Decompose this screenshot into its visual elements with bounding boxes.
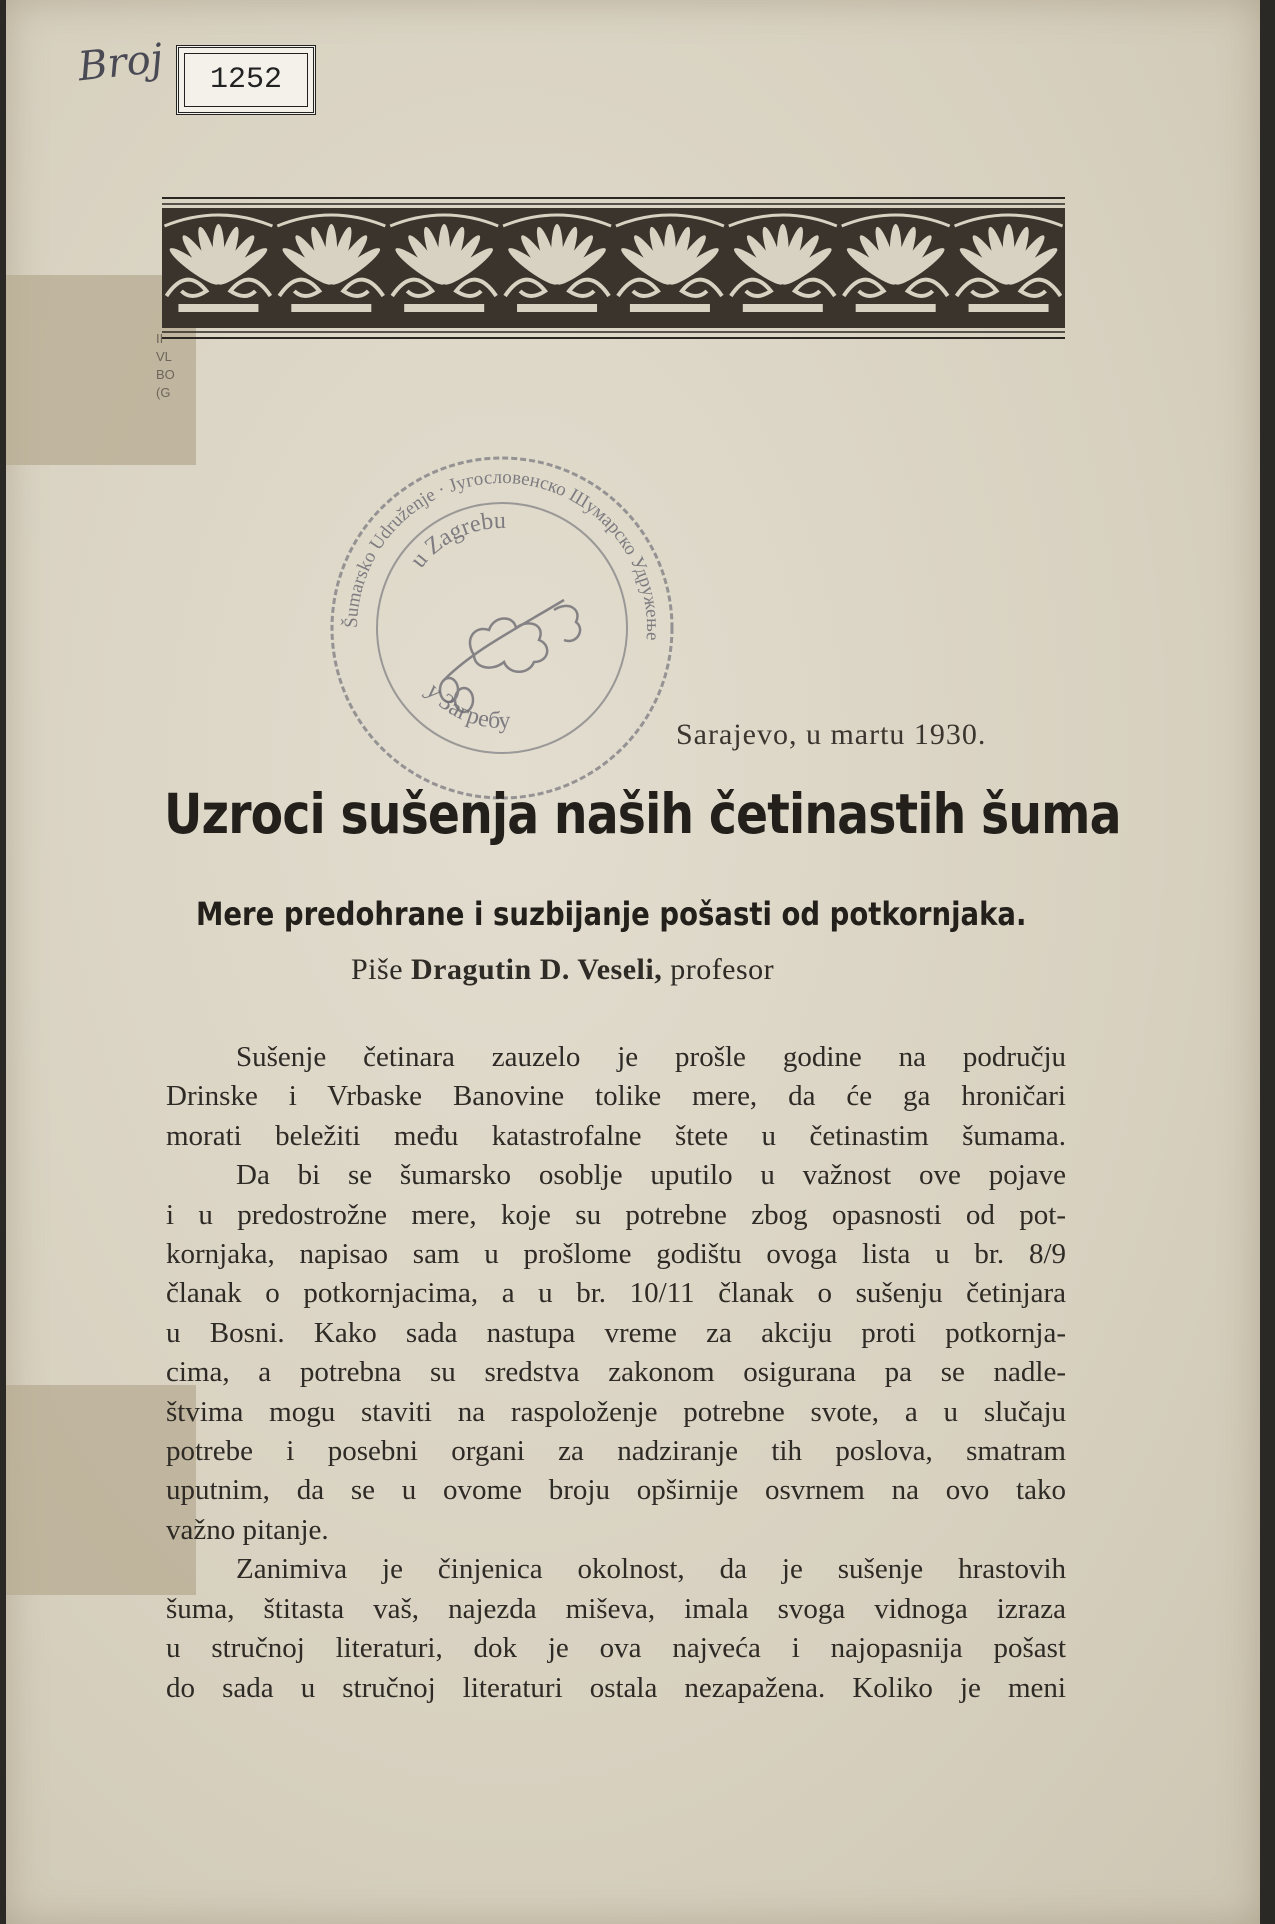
svg-text:Šumarsko Udruženje · Југослове	[340, 467, 663, 641]
text-line: u Bosni. Kako sada nastupa vreme za akciju proti potkornja-	[166, 1316, 1066, 1349]
author-line	[351, 953, 774, 987]
seal-outer-text: Šumarsko Udruženje · Југословенско Шумарско Удружење	[340, 466, 664, 642]
text-line: članak o potkornjacima, a u br. 10/11 članak o sušenju četinjara	[166, 1277, 1066, 1310]
text-line: morati beležiti među katastrofalne štete u četinastim šumama.	[166, 1119, 1066, 1152]
text-line: Sušenje četinara zauzelo je prošle godine na području	[236, 1041, 1066, 1073]
inventory-number: 1252	[209, 63, 282, 97]
text-line: uputnim, da se u ovome broju opširnije osvrnem na ovo tako	[166, 1474, 1066, 1507]
text-line: i u predostrožne mere, koje su potrebne zbog opasnosti od pot-	[166, 1198, 1066, 1231]
text-line: potrebe i posebni organi za nadziranje tih poslova, smatram	[166, 1435, 1066, 1468]
ornamental-header-band	[162, 196, 1065, 340]
text-line: važno pitanje.	[166, 1513, 329, 1546]
text-line: Da bi se šumarsko osoblje uputilo u važnost ove pojave	[236, 1159, 1066, 1192]
article-body	[166, 1038, 1066, 1708]
seal-inner-top-text: u Zagrebu	[405, 507, 507, 573]
paragraph-1	[166, 1038, 1066, 1156]
svg-text:у Загребу	[420, 678, 510, 734]
library-seal	[324, 450, 680, 806]
article-title: Uzroci sušenja naših četinastih šuma	[164, 782, 1121, 846]
handwritten-note: Broj	[75, 35, 166, 91]
text-line: Zanimiva je činjenica okolnost, da je sušenje hrastovih	[236, 1553, 1066, 1586]
author-name: Dragutin D. Veseli,	[411, 953, 663, 986]
seal-inner-bottom-text: у Загребу	[420, 678, 511, 735]
text-line: štvima mogu staviti na raspoloženje potrebne svote, a u slučaju	[166, 1395, 1066, 1428]
text-line: cima, a potrebna su sredstva zakonom osigurana pa se nadle-	[166, 1356, 1066, 1389]
text-line: kornjaka, napisao sam u prošlome godištu ovoga lista u br. 8/9	[166, 1238, 1066, 1271]
author-role: profesor	[670, 953, 775, 986]
article-subtitle: Mere predohrane i suzbijanje pošasti od potkornjaka.	[196, 895, 1027, 933]
document-page	[6, 0, 1260, 1924]
paragraph-3	[166, 1550, 1066, 1708]
margin-stamp-fragment: II VL BO (G	[156, 331, 175, 400]
oak-branch-icon	[440, 600, 580, 712]
inventory-number-label	[176, 45, 316, 115]
paragraph-2	[166, 1156, 1066, 1550]
date-line: Sarajevo, u martu 1930.	[676, 718, 987, 751]
text-line: Drinske i Vrbaske Banovine tolike mere, da će ga hroničari	[166, 1080, 1066, 1113]
text-line: šuma, štitasta vaš, najezda miševa, imala svoga vidnoga izraza	[166, 1592, 1066, 1625]
text-line: do sada u stručnoj literaturi ostala nezapažena. Koliko je meni	[166, 1671, 1066, 1704]
author-prefix: Piše	[351, 953, 404, 986]
text-line: u stručnoj literaturi, dok je ova najveća i najopasnija pošast	[166, 1632, 1066, 1665]
svg-text:u Zagrebu	[405, 508, 506, 573]
